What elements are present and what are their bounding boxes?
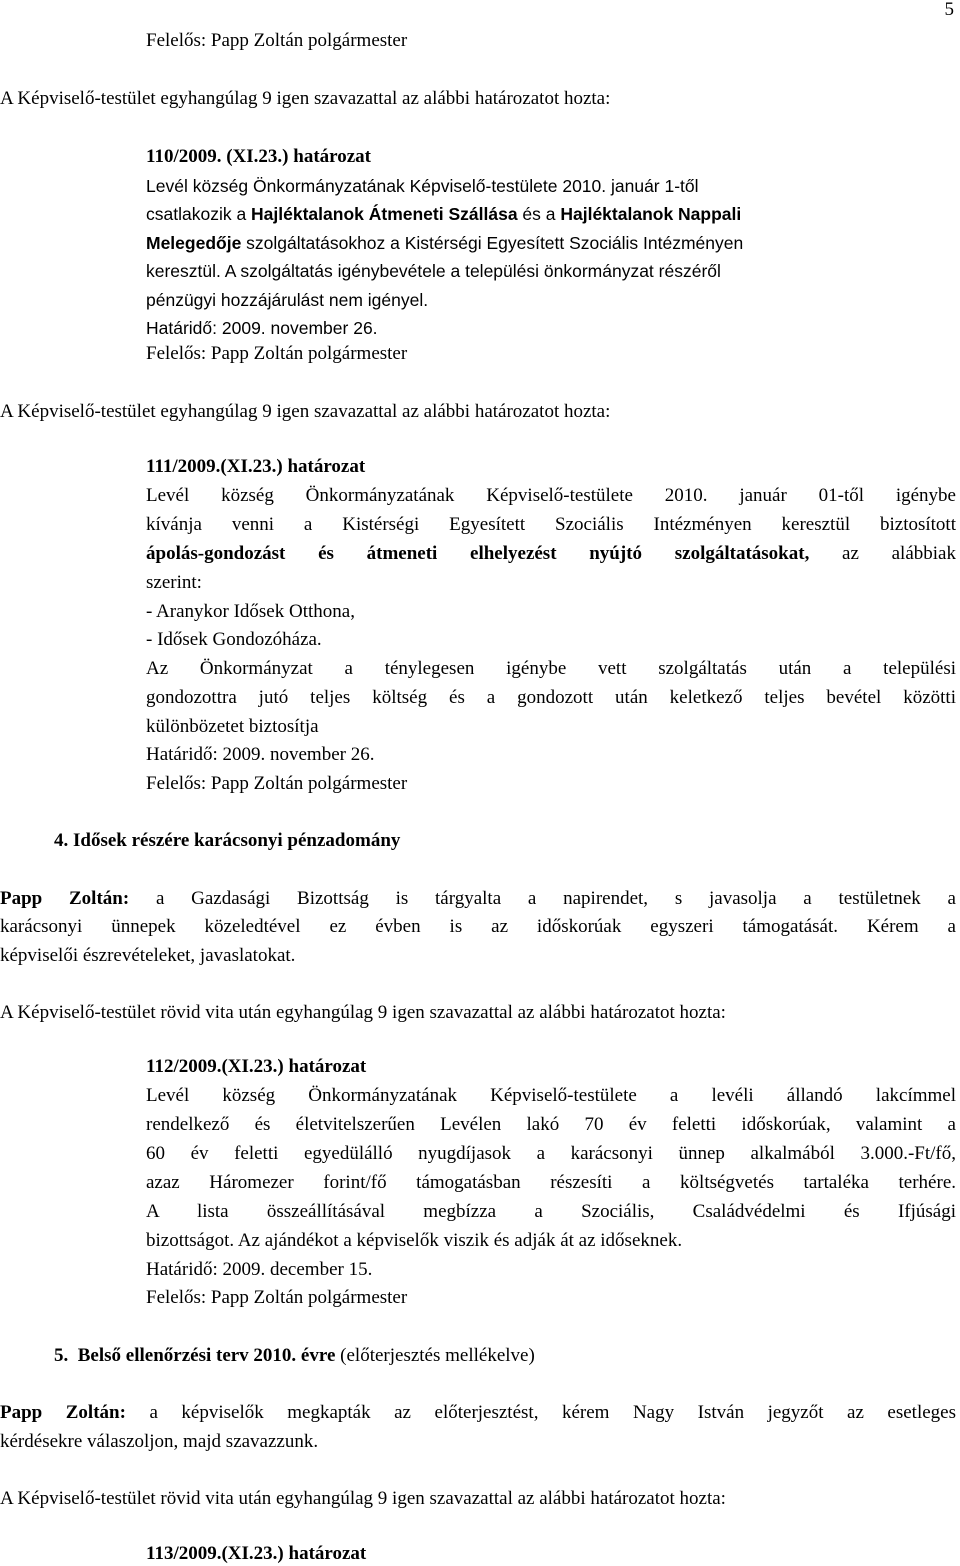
vote-line: A Képviselő-testület egyhangúlag 9 igen szavazattal az alábbi határozatot hozta:: [0, 88, 611, 109]
resolution-text-line: gondozottra jutó teljes költség és a gondozott után keletkező teljes bevétel közötti: [146, 687, 956, 708]
responsible-line: Felelős: Papp Zoltán polgármester: [146, 30, 408, 51]
resolution-text-line: különbözetet biztosítja: [146, 716, 319, 737]
resolution-text-line: Levél község Önkormányzatának Képviselő-testülete a levéli állandó lakcímmel: [146, 1085, 956, 1106]
resolution-text-line: A lista összeállításával megbízza a Szociális, Családvédelmi és Ifjúsági: [146, 1201, 956, 1222]
vote-line: A Képviselő-testület rövid vita után egyhangúlag 9 igen szavazattal az alábbi határozatot hozta:: [0, 1002, 726, 1023]
vote-line: A Képviselő-testület egyhangúlag 9 igen szavazattal az alábbi határozatot hozta:: [0, 401, 611, 422]
section-heading: 4. Idősek részére karácsonyi pénzadomány: [54, 830, 401, 851]
resolution-title: 113/2009.(XI.23.) határozat: [146, 1543, 367, 1564]
resolution-title: 110/2009. (XI.23.) határozat: [146, 146, 371, 167]
resolution-text-line: Melegedője szolgáltatásokhoz a Kistérségi Egyesített Szociális Intézményen: [146, 233, 744, 253]
resolution-text-line: bizottságot. Az ajándékot a képviselők viszik és adják át az időseknek.: [146, 1230, 683, 1251]
resolution-text-line: Az Önkormányzat a ténylegesen igénybe vett szolgáltatás után a települési: [146, 658, 956, 679]
vote-line: A Képviselő-testület rövid vita után egyhangúlag 9 igen szavazattal az alábbi határozatot hozta:: [0, 1488, 726, 1509]
resolution-text-line: 60 év feletti egyedülálló nyugdíjasok a karácsonyi ünnep alkalmából 3.000.-Ft/fő,: [146, 1143, 956, 1164]
resolution-text-line: rendelkező és életvitelszerűen Levélen lakó 70 év feletti időskorúak, valamint a: [146, 1114, 956, 1135]
paragraph-line: karácsonyi ünnepek közeledtével ez évben is az időskorúak egyszeri támogatását. Kérem a: [0, 916, 956, 937]
section-heading: 5. Belső ellenőrzési terv 2010. évre (előterjesztés mellékelve): [54, 1345, 535, 1366]
resolution-text-line: Levél község Önkormányzatának Képviselő-testülete 2010. január 01-től igénybe: [146, 485, 956, 506]
responsible-line: Felelős: Papp Zoltán polgármester: [146, 343, 408, 364]
resolution-title: 111/2009.(XI.23.) határozat: [146, 456, 366, 477]
resolution-text-line: pénzügyi hozzájárulást nem igényel.: [146, 290, 429, 310]
resolution-text-line: azaz Háromezer forint/fő támogatásban részesíti a költségvetés tartaléka terhére.: [146, 1172, 956, 1193]
resolution-text-line: ápolás-gondozást és átmeneti elhelyezést nyújtó szolgáltatásokat, az alábbiak: [146, 543, 956, 564]
responsible-line: Felelős: Papp Zoltán polgármester: [146, 1287, 408, 1308]
deadline-line: Határidő: 2009. november 26.: [146, 318, 378, 338]
list-item: - Idősek Gondozóháza.: [146, 629, 322, 650]
resolution-title: 112/2009.(XI.23.) határozat: [146, 1056, 367, 1077]
deadline-line: Határidő: 2009. november 26.: [146, 744, 375, 765]
resolution-text-line: csatlakozik a Hajléktalanok Átmeneti Szállása és a Hajléktalanok Nappali: [146, 204, 742, 224]
resolution-text-line: keresztül. A szolgáltatás igénybevétele a települési önkormányzat részéről: [146, 261, 721, 281]
paragraph-line: kérdésekre válaszoljon, majd szavazzunk.: [0, 1431, 319, 1452]
resolution-text-line: szerint:: [146, 572, 202, 593]
resolution-text-line: Levél község Önkormányzatának Képviselő-testülete 2010. január 1-től: [146, 176, 699, 196]
responsible-line: Felelős: Papp Zoltán polgármester: [146, 773, 408, 794]
list-item: - Aranykor Idősek Otthona,: [146, 601, 355, 622]
deadline-line: Határidő: 2009. december 15.: [146, 1259, 373, 1280]
paragraph-line: Papp Zoltán: a Gazdasági Bizottság is tárgyalta a napirendet, s javasolja a testületnek a: [0, 888, 956, 909]
paragraph-line: képviselői észrevételeket, javaslatokat.: [0, 945, 296, 966]
resolution-text-line: kívánja venni a Kistérségi Egyesített Szociális Intézményen keresztül biztosított: [146, 514, 956, 535]
paragraph-line: Papp Zoltán: a képviselők megkapták az előterjesztést, kérem Nagy István jegyzőt az esetleges: [0, 1402, 956, 1423]
page-number: 5: [944, 0, 954, 20]
